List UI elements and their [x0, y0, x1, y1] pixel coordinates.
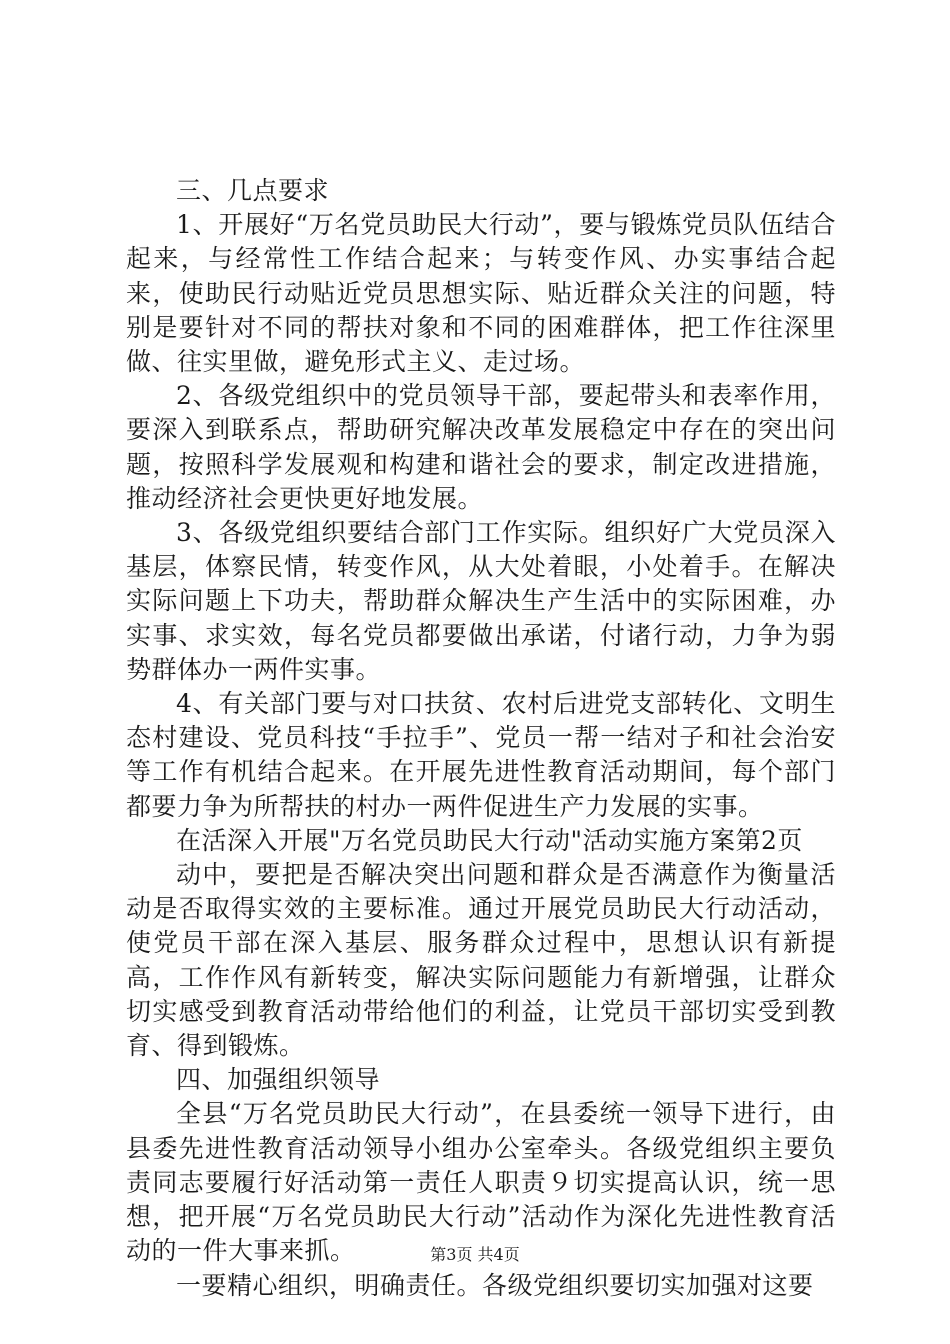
paragraph-leadership: 全县“万名党员助民大行动”，在县委统一领导下进行，由县委先进性教育活动领导小组办公室牵头。各级党组织主要负责同志要履行好活动第一责任人职责９切实提高认识，统一思想，把开展“万名党员助民大行动”活动作为深化先进性教育活动的一件大事来抓。 — [126, 1099, 836, 1266]
paragraph-page-marker: 在活深入开展"万名党员助民大行动"活动实施方案第2页 — [176, 825, 803, 855]
heading-leadership: 四、加强组织领导 — [176, 1065, 381, 1095]
heading-requirements: 三、几点要求 — [176, 176, 330, 205]
page-footer: 第3页 共4页 — [430, 1245, 520, 1264]
document-body — [126, 174, 836, 1303]
paragraph-requirement-2: 2、各级党组织中的党员领导干部，要起带头和表率作用，要深入到联系点，帮助研究解决改革发展稳定中存在的突出问题，按照科学发展观和构建和谐社会的要求，制定改进措施，推动经济社会更快更好地发展。 — [126, 381, 836, 513]
paragraph-requirement-1: 1、开展好“万名党员助民大行动”，要与锻炼党员队伍结合起来，与经常性工作结合起来；与转变作风、办实事结合起来，使助民行动贴近党员思想实际、贴近群众关注的问题，特别是要针对不同的帮扶对象和不同的困难群体，把工作往深里做、往实里做，避免形式主义、走过场。 — [126, 210, 836, 377]
paragraph-organize: 一要精心组织，明确责任。各级党组织要切实加强对这要 — [176, 1270, 814, 1300]
paragraph-requirement-4: 4、有关部门要与对口扶贫、农村后进党支部转化、文明生态村建设、党员科技“手拉手”、党员一帮一结对子和社会治安等工作有机结合起来。在开展先进性教育活动期间，每个部门都要力争为所帮扶的村办一两件促进生产力发展的实事。 — [126, 689, 836, 821]
paragraph-standard: 动中，要把是否解决突出问题和群众是否满意作为衡量活动是否取得实效的主要标准。通过开展党员助民大行动活动，使党员干部在深入基层、服务群众过程中，思想认识有新提高，工作作风有新转变，解决实际问题能力有新增强，让群众切实感受到教育活动带给他们的利益，让党员干部切实受到教育、得到锻炼。 — [126, 860, 836, 1061]
paragraph-requirement-3: 3、各级党组织要结合部门工作实际。组织好广大党员深入基层，体察民情，转变作风，从大处着眼，小处着手。在解决实际问题上下功夫，帮助群众解决生产生活中的实际困难，办实事、求实效，每名党员都要做出承诺，付诸行动，力争为弱势群体办一两件实事。 — [126, 518, 836, 684]
